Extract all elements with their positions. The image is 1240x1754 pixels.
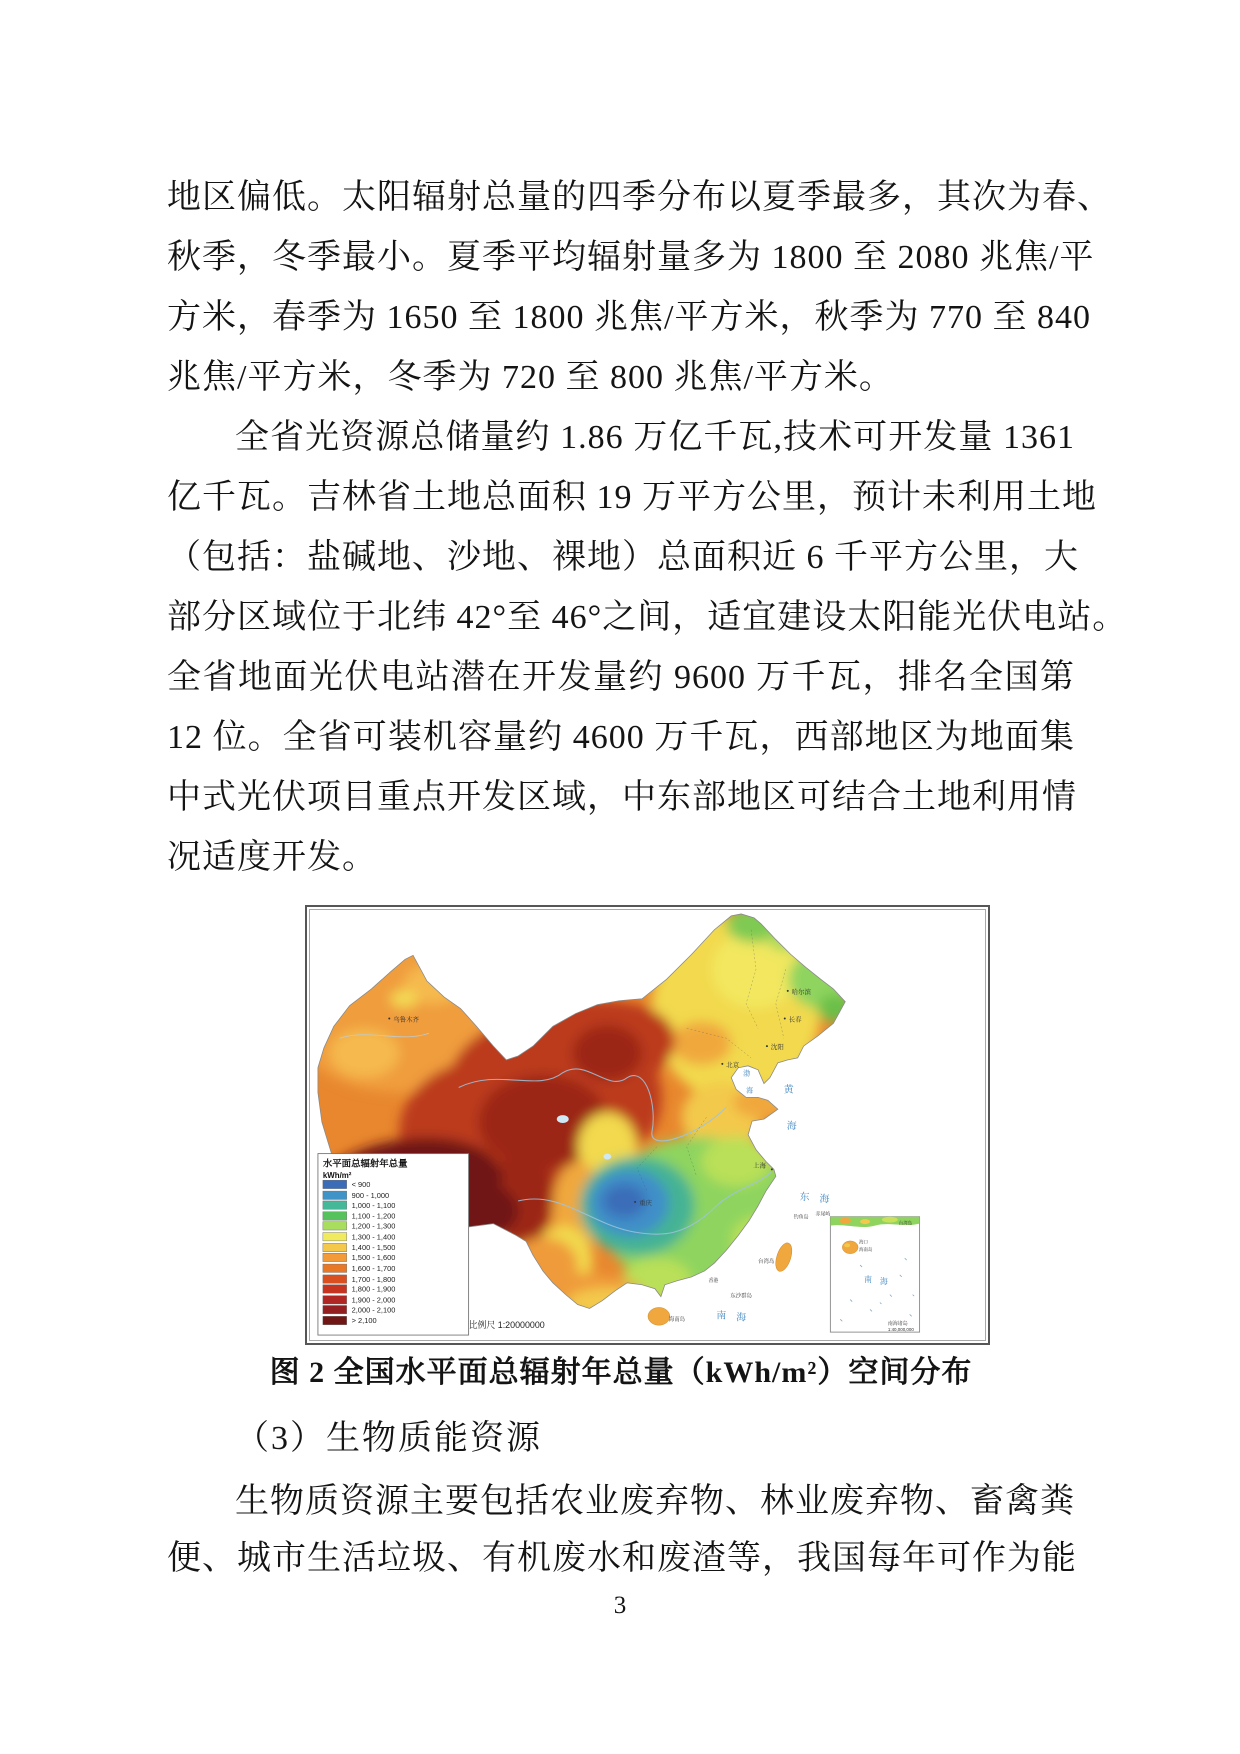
legend-range: < 900 [351,1180,371,1190]
inset-hainan-island [842,1241,858,1254]
hainan-island [648,1307,670,1325]
legend-range: > 2,100 [351,1316,377,1326]
legend-range: 1,400 - 1,500 [351,1243,396,1253]
legend-range: 1,800 - 1,900 [351,1284,396,1294]
sea-label-bohai: 海 [746,1087,754,1095]
figure-solar-radiation-map [305,905,990,1345]
body-line: 全省光资源总储量约 1.86 万亿千瓦,技术可开发量 1361 [235,419,1075,456]
city-label: 长春 [788,1016,802,1024]
legend-range: 1,500 - 1,600 [351,1253,396,1263]
sea-label-huanghai: 黄 [783,1084,794,1096]
qinghai-lake [557,1115,569,1123]
sea-label-bohai: 渤 [743,1070,751,1078]
city-label: 重庆 [639,1199,652,1207]
legend-unit: kWh/m² [322,1171,352,1181]
map-scale-label: 比例尺 1:20000000 [468,1320,545,1331]
legend-swatch [323,1264,347,1272]
body-text-column [167,168,1128,888]
legend-swatch [323,1275,347,1283]
sea-label-nanhai: 南 [716,1310,727,1322]
island-label-chiwei: 赤尾屿 [815,1212,831,1218]
body-line: 方米，春季为 1650 至 1800 兆焦/平方米，秋季为 770 至 840 [167,299,1091,336]
inset-sea-label: 海 [879,1276,888,1286]
legend-range: 1,600 - 1,700 [351,1263,396,1273]
city-label: 乌鲁木齐 [393,1016,419,1024]
city-label: 北京 [726,1061,740,1069]
legend-range: 1,700 - 1,800 [351,1274,396,1284]
sea-label-nanhai: 海 [736,1312,747,1324]
body-line: 秋季，冬季最小。夏季平均辐射量多为 1800 至 2080 兆焦/平 [167,239,1095,276]
small-lake [603,1154,611,1160]
body-line: 中式光伏项目重点开发区域，中东部地区可结合土地利用情 [167,779,1077,816]
legend-range: 1,100 - 1,200 [351,1211,396,1221]
city-dot [771,1168,773,1170]
legend-range: 1,900 - 2,000 [351,1295,396,1305]
inset-scale: 1:40,000,000 [887,1327,914,1333]
island-label-dongsha: 东沙群岛 [730,1293,753,1300]
island-label-hongkong: 香港 [708,1278,719,1284]
legend-swatch [323,1222,347,1230]
legend-swatch [323,1201,347,1209]
legend-range: 900 - 1,000 [351,1190,390,1200]
body-line: 全省地面光伏电站潜在开发量约 9600 万千瓦，排名全国第 [167,659,1075,696]
body-line: 亿千瓦。吉林省土地总面积 19 万平方公里，预计未利用土地 [167,479,1097,516]
city-dot [634,1201,636,1203]
page-number: 3 [613,1592,627,1619]
inset-label-hainan: 海南岛 [859,1247,873,1253]
sea-label-donghai: 海 [819,1193,830,1205]
inset-sea-label: 南 [864,1274,873,1284]
legend-range: 1,200 - 1,300 [351,1221,396,1231]
legend-swatch [323,1243,347,1251]
city-dot [784,1018,786,1020]
legend-title: 水平面总辐射年总量 [322,1157,408,1169]
body-line: 地区偏低。太阳辐射总量的四季分布以夏季最多，其次为春、 [167,179,1112,216]
china-radiation-map-image [310,910,985,1340]
legend-swatch [323,1253,347,1261]
city-label: 哈尔滨 [791,988,812,996]
city-dot [766,1045,768,1047]
city-dot [388,1018,390,1020]
legend-range: 2,000 - 2,100 [351,1305,396,1315]
legend-range: 1,000 - 1,100 [351,1200,396,1210]
legend-swatch [323,1212,347,1220]
legend-swatch [323,1180,347,1188]
inset-title: 南海诸岛 [887,1322,908,1328]
city-dot [787,990,789,992]
city-dot [721,1063,723,1065]
legend-swatch [323,1233,347,1241]
section-heading-biomass: （3）生物质能资源 [235,1420,542,1457]
island-label-taiwan: 台湾岛 [758,1259,775,1266]
body-line: 便、城市生活垃圾、有机废水和废渣等，我国每年可作为能 [167,1540,1077,1577]
city-label: 沈阳 [770,1044,784,1052]
body-line: 兆焦/平方米，冬季为 720 至 800 兆焦/平方米。 [167,359,894,396]
sea-label-huanghai: 海 [786,1120,797,1132]
map-legend [318,1154,469,1335]
sea-label-donghai: 东 [799,1191,810,1203]
legend-range: 1,300 - 1,400 [351,1232,396,1242]
body-line: 生物质资源主要包括农业废弃物、林业废弃物、畜禽粪 [235,1483,1075,1520]
figure-inner-frame [309,909,986,1341]
south-china-sea-inset [830,1217,919,1332]
legend-swatch [323,1305,347,1313]
body-text-column-2 [167,1473,1075,1587]
legend-swatch [323,1191,347,1199]
body-line: 况适度开发。 [167,839,377,876]
city-label: 上海 [753,1162,766,1170]
body-line: 12 位。全省可装机容量约 4600 万千瓦，西部地区为地面集 [167,719,1075,756]
island-label-diaoyu: 钓鱼岛 [793,1215,809,1221]
inset-label-taiwan: 台湾岛 [898,1220,913,1226]
island-label-hainan: 海南岛 [668,1317,686,1324]
figure-caption: 图 2 全国水平面总辐射年总量（kWh/m²）空间分布 [269,1356,973,1389]
body-line: 部分区域位于北纬 42°至 46°之间，适宜建设太阳能光伏电站。 [167,599,1128,636]
inset-label-haikou: 海口 [859,1239,869,1245]
legend-swatch [323,1296,347,1304]
body-line: （包括：盐碱地、沙地、裸地）总面积近 6 千平方公里，大 [167,539,1079,576]
legend-swatch [323,1316,347,1324]
inset-box [830,1217,919,1332]
legend-swatch [323,1285,347,1293]
